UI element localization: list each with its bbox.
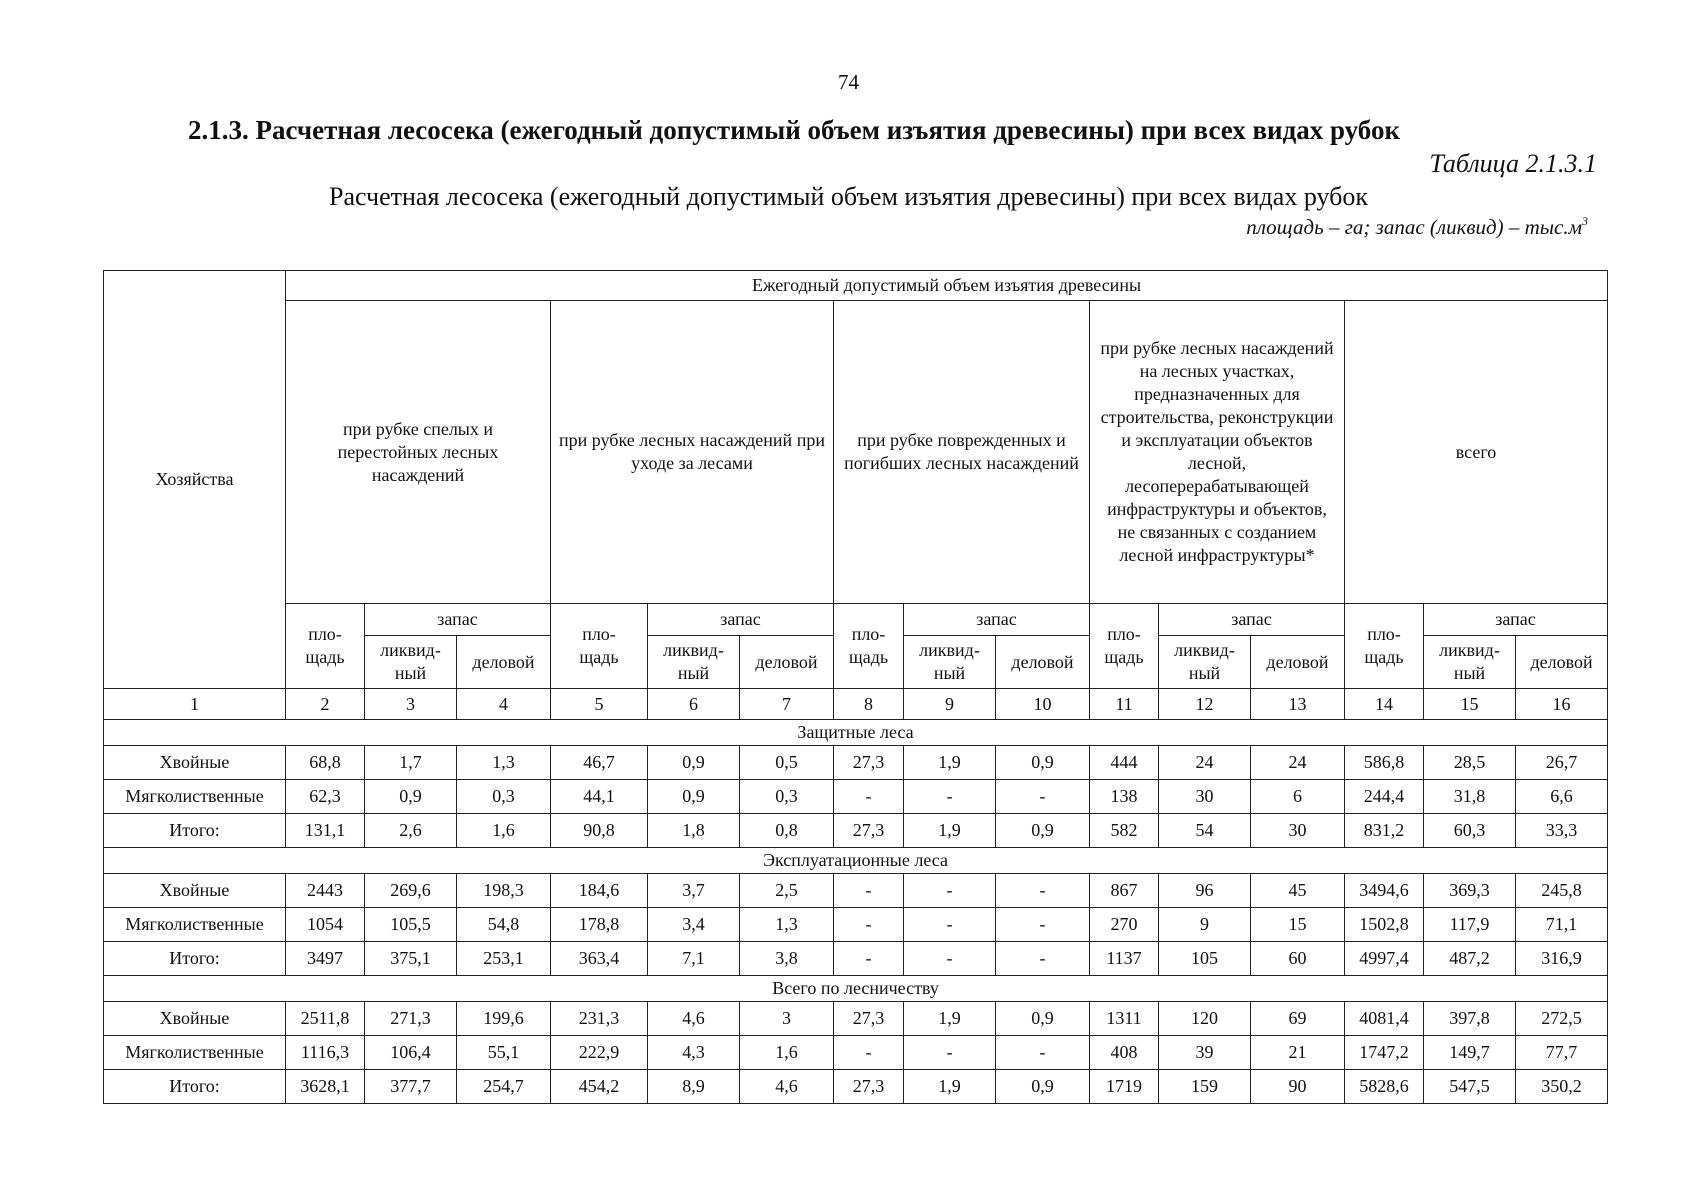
table-cell: 45 [1251,874,1345,908]
table-cell: 106,4 [365,1036,457,1070]
table-cell: 1747,2 [1345,1036,1424,1070]
table-cell: 28,5 [1424,746,1516,780]
table-cell: 60 [1251,942,1345,976]
page-number: 74 [838,70,859,94]
table-cell: 24 [1159,746,1251,780]
header-commercial: деловой [996,636,1090,689]
table-cell: 55,1 [457,1036,551,1070]
table-row [104,942,1608,976]
table-cell: 444 [1090,746,1159,780]
table-cell: 198,3 [457,874,551,908]
table-cell: 46,7 [551,746,648,780]
table-cell: 1502,8 [1345,908,1424,942]
table-cell: 0,9 [365,780,457,814]
table-cell: 397,8 [1424,1002,1516,1036]
header-liquid: ликвид- ный [365,636,457,689]
header-stock: запас [904,604,1090,636]
table-cell: 9 [1159,908,1251,942]
table-cell: 120 [1159,1002,1251,1036]
table-cell: - [834,942,904,976]
table-cell: - [904,874,996,908]
row-label: Хвойные [104,746,286,780]
table-cell: 71,1 [1516,908,1608,942]
table-cell: 222,9 [551,1036,648,1070]
table-cell: 0,9 [648,780,740,814]
table-caption: Расчетная лесосека (ежегодный допустимый объем изъятия древесины) при всех видах рубок [329,182,1368,211]
header-group-damaged [834,301,1090,604]
table-cell: 1,3 [740,908,834,942]
table-cell: 117,9 [1424,908,1516,942]
table-cell: 1,3 [457,746,551,780]
row-label: Мягколиственные [104,908,286,942]
table-cell: 54 [1159,814,1251,848]
row-label: Мягколиственные [104,1036,286,1070]
table-cell: - [996,780,1090,814]
table-cell: 105,5 [365,908,457,942]
table-cell: - [834,780,904,814]
header-commercial: деловой [740,636,834,689]
table-cell: 487,2 [1424,942,1516,976]
table-cell: 0,9 [996,1002,1090,1036]
table-cell: 1,8 [648,814,740,848]
table-row [104,874,1608,908]
table-cell: 271,3 [365,1002,457,1036]
table-cell: 15 [1251,908,1345,942]
header-group-thinning [551,301,834,604]
column-number: 1 [104,689,286,720]
table-cell: - [834,874,904,908]
table-cell: 77,7 [1516,1036,1608,1070]
column-number: 9 [904,689,996,720]
header-liquid: ликвид- ный [1424,636,1516,689]
table-cell: 363,4 [551,942,648,976]
table-cell: 831,2 [1345,814,1424,848]
units-note-text: площадь – га; запас (ликвид) – тыс.м [1246,215,1582,239]
table-cell: 2511,8 [286,1002,365,1036]
row-label: Хвойные [104,1002,286,1036]
table-cell: 184,6 [551,874,648,908]
table-cell: 1116,3 [286,1036,365,1070]
header-commercial: деловой [457,636,551,689]
column-number: 3 [365,689,457,720]
table-cell: 0,8 [740,814,834,848]
table-cell: 27,3 [834,814,904,848]
header-group-mature [286,301,551,604]
table-cell: 33,3 [1516,814,1608,848]
row-label: Мягколиственные [104,780,286,814]
table-cell: 4,3 [648,1036,740,1070]
header-stock: запас [1159,604,1345,636]
table-cell: 272,5 [1516,1002,1608,1036]
table-cell: 8,9 [648,1070,740,1104]
column-number: 5 [551,689,648,720]
table-cell: 369,3 [1424,874,1516,908]
table-cell: 1,9 [904,1002,996,1036]
table-cell: 253,1 [457,942,551,976]
table-cell: 1054 [286,908,365,942]
table-cell: 90,8 [551,814,648,848]
column-number: 13 [1251,689,1345,720]
header-area: пло- щадь [834,604,904,689]
table-cell: 31,8 [1424,780,1516,814]
table-cell: 3 [740,1002,834,1036]
table-cell: 27,3 [834,1002,904,1036]
table-cell: 27,3 [834,1070,904,1104]
table-cell: 6,6 [1516,780,1608,814]
header-area: пло- щадь [1090,604,1159,689]
table-cell: 199,6 [457,1002,551,1036]
table-cell: - [996,874,1090,908]
header-group-label: всего [1455,441,1497,462]
table-cell: - [834,1036,904,1070]
row-label: Итого: [104,1070,286,1104]
table-cell: 0,9 [996,1070,1090,1104]
table-cell: 178,8 [551,908,648,942]
table-cell: 54,8 [457,908,551,942]
table-cell: - [996,1036,1090,1070]
column-number: 11 [1090,689,1159,720]
table-cell: 0,3 [740,780,834,814]
header-stock: запас [648,604,834,636]
table-cell: 1,9 [904,814,996,848]
table-cell: - [904,908,996,942]
table-cell: 131,1 [286,814,365,848]
table-cell: - [996,908,1090,942]
header-row-groups [104,301,1608,604]
header-liquid: ликвид- ный [648,636,740,689]
table-cell: - [834,908,904,942]
header-group-label: при рубке лесных насаждений на лесных участках, предназначенных для строительства, реконструкции и эксплуатации объектов лесной, лесоперерабатывающей инфраструктуры и объектов, не связанных с созданием лесной инфраструктуры* [1100,338,1334,565]
table-cell: 0,9 [648,746,740,780]
header-group-construction [1090,301,1345,604]
table-cell: 4,6 [648,1002,740,1036]
header-area: пло- щадь [1345,604,1424,689]
allowable-cut-table [103,270,1608,1104]
header-farms: Хозяйства [104,271,286,689]
section-row [104,976,1608,1002]
table-cell: 270 [1090,908,1159,942]
column-number: 8 [834,689,904,720]
table-cell: 245,8 [1516,874,1608,908]
header-area: пло- щадь [551,604,648,689]
header-annual-volume: Ежегодный допустимый объем изъятия древесины [286,271,1608,301]
row-label: Итого: [104,942,286,976]
header-row-stock [104,604,1608,636]
table-cell: 68,8 [286,746,365,780]
table-cell: 350,2 [1516,1070,1608,1104]
table-row [104,1036,1608,1070]
table-cell: 1719 [1090,1070,1159,1104]
table-cell: 69 [1251,1002,1345,1036]
table-cell: 1,6 [740,1036,834,1070]
table-cell: 3,7 [648,874,740,908]
table-cell: 1,9 [904,1070,996,1104]
section-title: Эксплуатационные леса [104,848,1608,874]
table-cell: 1311 [1090,1002,1159,1036]
table-cell: 24 [1251,746,1345,780]
header-area: пло- щадь [286,604,365,689]
header-liquid: ликвид- ный [904,636,996,689]
table-cell: 1,9 [904,746,996,780]
column-number: 7 [740,689,834,720]
header-group-label: при рубке лесных насаждений при уходе за лесами [559,430,825,473]
table-number: Таблица 2.1.3.1 [1429,149,1597,178]
header-stock: запас [1424,604,1608,636]
table-cell: 2,6 [365,814,457,848]
table-cell: 60,3 [1424,814,1516,848]
table-cell: 0,9 [996,746,1090,780]
column-number-row [104,689,1608,720]
table-cell: 254,7 [457,1070,551,1104]
row-label: Итого: [104,814,286,848]
table-cell: 90 [1251,1070,1345,1104]
units-note-superscript: 3 [1582,214,1588,228]
column-number: 2 [286,689,365,720]
table-cell: 3497 [286,942,365,976]
column-number: 14 [1345,689,1424,720]
table-cell: 547,5 [1424,1070,1516,1104]
column-number: 15 [1424,689,1516,720]
section-row [104,848,1608,874]
column-number: 6 [648,689,740,720]
table-cell: 7,1 [648,942,740,976]
table-cell: 1,6 [457,814,551,848]
table-row [104,814,1608,848]
header-group-label: при рубке спелых и перестойных лесных насаждений [337,418,499,485]
table-cell: 5828,6 [1345,1070,1424,1104]
table-cell: 3,4 [648,908,740,942]
table-cell: 2,5 [740,874,834,908]
table-cell: 269,6 [365,874,457,908]
table-row [104,1070,1608,1104]
table-cell: - [996,942,1090,976]
table-cell: 30 [1251,814,1345,848]
table-cell: 138 [1090,780,1159,814]
column-number: 4 [457,689,551,720]
section-heading: 2.1.3. Расчетная лесосека (ежегодный допустимый объем изъятия древесины) при всех видах рубок [188,115,1401,145]
table-cell: - [904,942,996,976]
table-cell: 375,1 [365,942,457,976]
header-group-total [1345,301,1608,604]
table-cell: 27,3 [834,746,904,780]
table-cell: 159 [1159,1070,1251,1104]
table-cell: 62,3 [286,780,365,814]
row-label: Хвойные [104,874,286,908]
section-title: Защитные леса [104,720,1608,746]
table-cell: 3,8 [740,942,834,976]
table-cell: 316,9 [1516,942,1608,976]
table-row [104,908,1608,942]
table-cell: - [904,1036,996,1070]
table-cell: 6 [1251,780,1345,814]
header-liquid: ликвид- ный [1159,636,1251,689]
table-row [104,746,1608,780]
table-cell: 105 [1159,942,1251,976]
table-cell: 4997,4 [1345,942,1424,976]
column-number: 12 [1159,689,1251,720]
section-title: Всего по лесничеству [104,976,1608,1002]
table-cell: 26,7 [1516,746,1608,780]
header-commercial: деловой [1251,636,1345,689]
table-body [104,271,1608,1104]
table-cell: 21 [1251,1036,1345,1070]
column-number: 10 [996,689,1090,720]
header-commercial: деловой [1516,636,1608,689]
header-group-label: при рубке поврежденных и погибших лесных насаждений [844,430,1079,473]
table-cell: 4081,4 [1345,1002,1424,1036]
table-cell: 244,4 [1345,780,1424,814]
table-cell: 1137 [1090,942,1159,976]
column-number: 16 [1516,689,1608,720]
header-row-title [104,271,1608,301]
header-stock: запас [365,604,551,636]
table-cell: 149,7 [1424,1036,1516,1070]
table-cell: 0,5 [740,746,834,780]
table-cell: 454,2 [551,1070,648,1104]
table-cell: 2443 [286,874,365,908]
table-cell: 3494,6 [1345,874,1424,908]
table-cell: - [904,780,996,814]
table-cell: 30 [1159,780,1251,814]
table-cell: 0,9 [996,814,1090,848]
table-cell: 0,3 [457,780,551,814]
table-cell: 1,7 [365,746,457,780]
table-cell: 377,7 [365,1070,457,1104]
units-note [1246,214,1588,240]
table-cell: 586,8 [1345,746,1424,780]
table-cell: 231,3 [551,1002,648,1036]
table-row [104,780,1608,814]
table-cell: 3628,1 [286,1070,365,1104]
table-cell: 582 [1090,814,1159,848]
table-cell: 44,1 [551,780,648,814]
section-row [104,720,1608,746]
table-cell: 408 [1090,1036,1159,1070]
table-cell: 4,6 [740,1070,834,1104]
table-cell: 867 [1090,874,1159,908]
table-row [104,1002,1608,1036]
table-cell: 96 [1159,874,1251,908]
table-cell: 39 [1159,1036,1251,1070]
